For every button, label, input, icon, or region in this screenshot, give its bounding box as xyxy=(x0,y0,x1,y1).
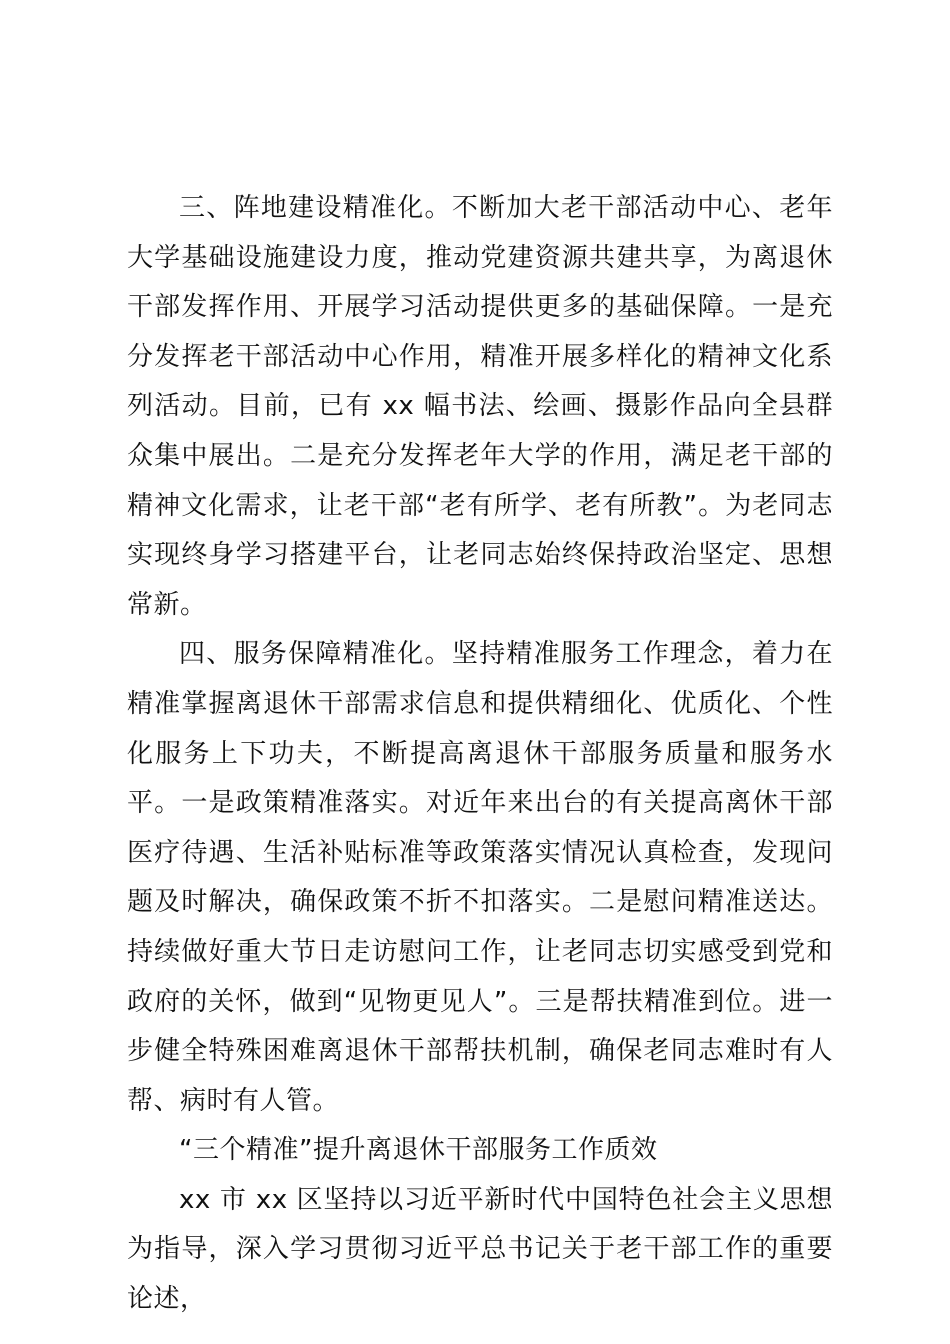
paragraph-intro: xx 市 xx 区坚持以习近平新时代中国特色社会主义思想为指导，深入学习贯彻习近平总书记关于老干部工作的重要论述， xyxy=(127,1184,833,1315)
document-body xyxy=(127,184,833,1325)
article-title: “三个精准”提升离退休干部服务工作质效 xyxy=(179,1135,658,1166)
paragraph-section-four: 四、服务保障精准化。坚持精准服务工作理念，着力在精准掌握离退休干部需求信息和提供精细化、优质化、个性化服务上下功夫，不断提高离退休干部服务质量和服务水平。一是政策精准落实。对近年来出台的有关提高离休干部医疗待遇、生活补贴标准等政策落实情况认真检查，发现问题及时解决，确保政策不折不扣落实。二是慰问精准送达。持续做好重大节日走访慰问工作，让老同志切实感受到党和政府的关怀，做到“见物更见人”。三是帮扶精准到位。进一步健全特殊困难离退休干部帮扶机制，确保老同志难时有人帮、病时有人管。 xyxy=(127,639,833,1116)
paragraph-section-three: 三、阵地建设精准化。不断加大老干部活动中心、老年大学基础设施建设力度，推动党建资源共建共享，为离退休干部发挥作用、开展学习活动提供更多的基础保障。一是充分发挥老干部活动中心作用，精准开展多样化的精神文化系列活动。目前，已有 xx 幅书法、绘画、摄影作品向全县群众集中展出。二是充分发挥老年大学的作用，满足老干部的精神文化需求，让老干部“老有所学、老有所教”。为老同志实现终身学习搭建平台，让老同志始终保持政治坚定、思想常新。 xyxy=(127,193,833,620)
